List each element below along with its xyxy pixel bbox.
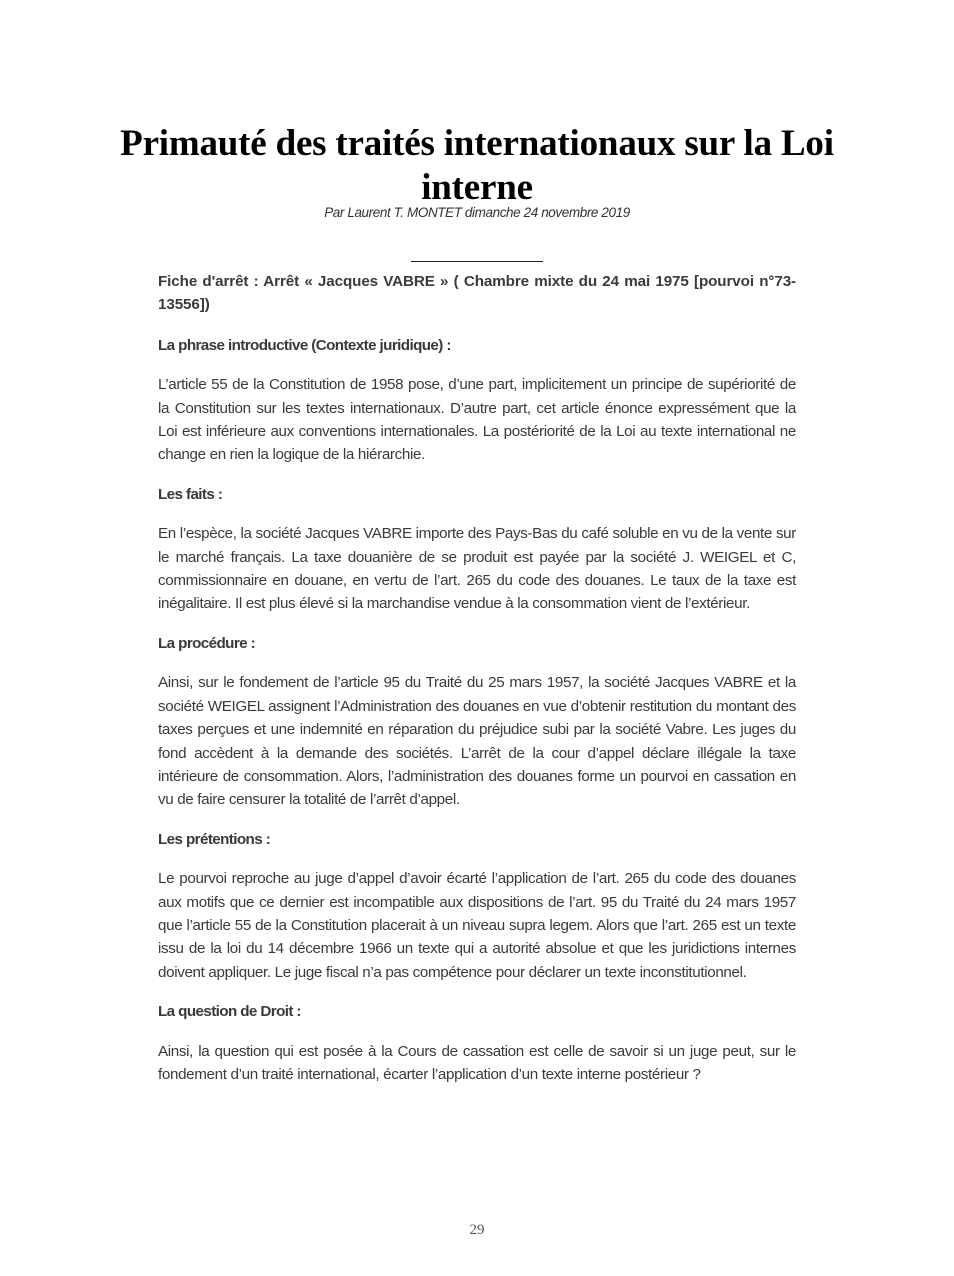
section-body-context: L’article 55 de la Constitution de 1958 pose, d’une part, implicitement un principe de supériorité de la Constitution sur les textes internationaux. D’autre part, cet article énonce expressément que la Loi est inférieure aux conventions internationales. La postériorité de la Loi au texte international ne change en rien la logique de la hiérarchie.: [158, 376, 796, 464]
section-heading-context: La phrase introductive (Contexte juridique) :: [158, 336, 451, 354]
section-heading-legal-question: La question de Droit :: [158, 1003, 301, 1021]
title-divider: [411, 261, 543, 262]
document-body: [158, 270, 796, 1086]
section-heading-facts: Les faits :: [158, 485, 223, 503]
document-title: Primauté des traités internationaux sur la Loi interne: [120, 123, 834, 208]
page-number: 29: [469, 1222, 485, 1238]
section-heading-claims: Les prétentions :: [158, 830, 271, 848]
section-body-procedure: Ainsi, sur le fondement de l’article 95 du Traité du 25 mars 1957, la société Jacques VABRE et la société WEIGEL assignent l’Administration des douanes en vue d’obtenir restitution du montant des taxes perçues et une indemnité en réparation du préjudice subi par la société Vabre. Les juges du fond accèdent à la demande des sociétés. L’arrêt de la cour d’appel déclare illégale la taxe intérieure de consommation. Alors, l’administration des douanes forme un pourvoi en cassation en vu de faire censurer la totalité de l’arrêt d’appel.: [158, 674, 796, 809]
section-heading-procedure: La procédure :: [158, 634, 256, 652]
section-body-facts: En l’espèce, la société Jacques VABRE importe des Pays-Bas du café soluble en vu de la vente sur le marché français. La taxe douanière de se produit est payée par la société J. WEIGEL et C, commissionnaire en douane, en vertu de l’art. 265 du code des douanes. Le taux de la taxe est inégalitaire. Il est plus élevé si la marchandise vendue à la consommation vient de l’extérieur.: [158, 525, 796, 613]
section-body-claims: Le pourvoi reproche au juge d’appel d’avoir écarté l’application de l’art. 265 du code des douanes aux motifs que ce dernier est incompatible aux dispositions de l’art. 95 du Traité du 24 mars 1957 que l’article 55 de la Constitution placerait à un niveau supra legem. Alors que l’art. 265 est un texte issu de la loi du 14 décembre 1966 un texte qui a autorité absolue et que les juridictions internes doivent appliquer. Le juge fiscal n’a pas compétence pour déclarer un texte inconstitutionnel.: [158, 870, 796, 981]
case-reference: Fiche d'arrêt : Arrêt « Jacques VABRE » ( Chambre mixte du 24 mai 1975 [pourvoi n°73-13556]): [158, 273, 796, 314]
author-byline: Par Laurent T. MONTET dimanche 24 novembre 2019: [324, 205, 630, 220]
section-body-legal-question: Ainsi, la question qui est posée à la Cours de cassation est celle de savoir si un juge peut, sur le fondement d’un traité international, écarter l’application d’un texte interne postérieur ?: [158, 1042, 796, 1083]
